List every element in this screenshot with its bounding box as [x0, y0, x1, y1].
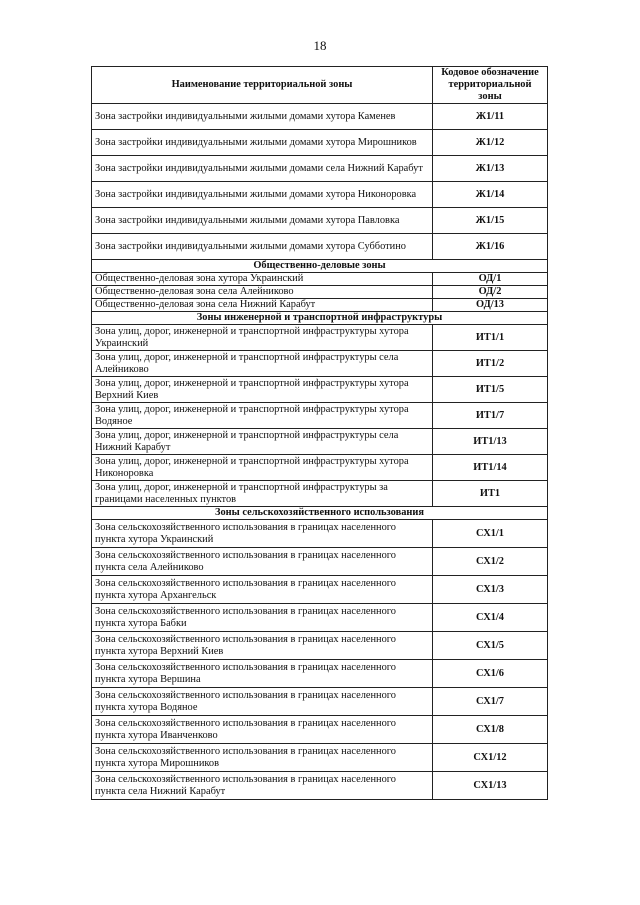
section-title: Общественно-деловые зоны	[92, 260, 548, 273]
table-row	[92, 744, 548, 772]
zone-code-cell: Ж1/16	[433, 234, 548, 260]
zone-code-cell: ИТ1/14	[433, 455, 548, 481]
page-number: 18	[313, 38, 327, 53]
zone-code-cell: ИТ1	[433, 481, 548, 507]
zone-name-cell: Зона улиц, дорог, инженерной и транспортной инфраструктуры села Нижний Карабут	[92, 429, 433, 455]
zone-name-cell: Зона застройки индивидуальными жилыми домами хутора Субботино	[92, 234, 433, 260]
zone-code-cell: ОД/1	[433, 273, 548, 286]
table-row	[92, 325, 548, 351]
table-row	[92, 403, 548, 429]
zone-name-cell: Общественно-деловая зона хутора Украинский	[92, 273, 433, 286]
table-row	[92, 772, 548, 800]
zone-code-cell: Ж1/13	[433, 156, 548, 182]
zone-name-cell: Зона сельскохозяйственного использования в границах населенного пункта села Алейниково	[92, 548, 433, 576]
table-row	[92, 688, 548, 716]
zone-name-cell: Зона застройки индивидуальными жилыми домами хутора Никоноровка	[92, 182, 433, 208]
table-row	[92, 576, 548, 604]
zone-name-cell: Зона сельскохозяйственного использования в границах населенного пункта хутора Мирошников	[92, 744, 433, 772]
section-row	[92, 260, 548, 273]
table-body	[92, 104, 548, 800]
zone-code-cell: СХ1/13	[433, 772, 548, 800]
table-row	[92, 429, 548, 455]
table-row	[92, 130, 548, 156]
table-row	[92, 104, 548, 130]
zone-code-cell: Ж1/15	[433, 208, 548, 234]
zone-name-cell: Зона сельскохозяйственного использования в границах населенного пункта хутора Архангельск	[92, 576, 433, 604]
zone-name-cell: Зона застройки индивидуальными жилыми домами хутора Павловка	[92, 208, 433, 234]
zone-code-cell: ИТ1/7	[433, 403, 548, 429]
zone-name-cell: Зона улиц, дорог, инженерной и транспортной инфраструктуры хутора Никоноровка	[92, 455, 433, 481]
zone-code-cell: СХ1/7	[433, 688, 548, 716]
territorial-zones-table	[91, 66, 548, 800]
table-row	[92, 273, 548, 286]
zone-name-cell: Общественно-деловая зона села Нижний Карабут	[92, 299, 433, 312]
zone-code-cell: Ж1/11	[433, 104, 548, 130]
zone-name-cell: Зона улиц, дорог, инженерной и транспортной инфраструктуры за границами населенных пунктов	[92, 481, 433, 507]
zone-name-cell: Зона улиц, дорог, инженерной и транспортной инфраструктуры хутора Украинский	[92, 325, 433, 351]
table-row	[92, 548, 548, 576]
table-row	[92, 481, 548, 507]
zone-name-cell: Зона застройки индивидуальными жилыми домами хутора Каменев	[92, 104, 433, 130]
zone-code-cell: СХ1/6	[433, 660, 548, 688]
table-row	[92, 660, 548, 688]
table-header-row	[92, 67, 548, 104]
zone-code-cell: СХ1/2	[433, 548, 548, 576]
zone-name-cell: Зона сельскохозяйственного использования в границах населенного пункта хутора Вершина	[92, 660, 433, 688]
zone-code-cell: ИТ1/13	[433, 429, 548, 455]
zone-name-cell: Зона улиц, дорог, инженерной и транспортной инфраструктуры хутора Водяное	[92, 403, 433, 429]
zone-name-cell: Зона сельскохозяйственного использования в границах населенного пункта хутора Бабки	[92, 604, 433, 632]
table-row	[92, 208, 548, 234]
zone-name-cell: Зона сельскохозяйственного использования в границах населенного пункта хутора Водяное	[92, 688, 433, 716]
zone-code-cell: ИТ1/5	[433, 377, 548, 403]
zone-code-cell: ОД/13	[433, 299, 548, 312]
table-row	[92, 455, 548, 481]
table-row	[92, 377, 548, 403]
table-row	[92, 234, 548, 260]
table-row	[92, 156, 548, 182]
table-row	[92, 632, 548, 660]
section-row	[92, 507, 548, 520]
header-zone-code: Кодовое обозначение территориальной зоны	[433, 67, 548, 104]
zone-code-cell: СХ1/3	[433, 576, 548, 604]
zone-code-cell: СХ1/4	[433, 604, 548, 632]
zone-code-cell: Ж1/12	[433, 130, 548, 156]
header-zone-name: Наименование территориальной зоны	[92, 67, 433, 104]
section-title: Зоны сельскохозяйственного использования	[92, 507, 548, 520]
zone-code-cell: СХ1/8	[433, 716, 548, 744]
zone-code-cell: ИТ1/2	[433, 351, 548, 377]
zone-code-cell: ОД/2	[433, 286, 548, 299]
section-row	[92, 312, 548, 325]
zone-code-cell: ИТ1/1	[433, 325, 548, 351]
table-row	[92, 299, 548, 312]
zone-name-cell: Зона застройки индивидуальными жилыми домами села Нижний Карабут	[92, 156, 433, 182]
zone-name-cell: Зона улиц, дорог, инженерной и транспортной инфраструктуры села Алейниково	[92, 351, 433, 377]
zone-name-cell: Зона сельскохозяйственного использования в границах населенного пункта села Нижний Карабут	[92, 772, 433, 800]
zone-code-cell: СХ1/12	[433, 744, 548, 772]
zone-name-cell: Зона улиц, дорог, инженерной и транспортной инфраструктуры хутора Верхний Киев	[92, 377, 433, 403]
zone-name-cell: Зона сельскохозяйственного использования в границах населенного пункта хутора Украинский	[92, 520, 433, 548]
zone-code-cell: Ж1/14	[433, 182, 548, 208]
zone-code-cell: СХ1/1	[433, 520, 548, 548]
zone-code-cell: СХ1/5	[433, 632, 548, 660]
table-row	[92, 351, 548, 377]
zone-name-cell: Зона застройки индивидуальными жилыми домами хутора Мирошников	[92, 130, 433, 156]
zone-name-cell: Общественно-деловая зона села Алейниково	[92, 286, 433, 299]
zone-name-cell: Зона сельскохозяйственного использования в границах населенного пункта хутора Верхний Киев	[92, 632, 433, 660]
table-row	[92, 520, 548, 548]
zone-name-cell: Зона сельскохозяйственного использования в границах населенного пункта хутора Иванченково	[92, 716, 433, 744]
section-title: Зоны инженерной и транспортной инфраструктуры	[92, 312, 548, 325]
table-row	[92, 604, 548, 632]
table-row	[92, 182, 548, 208]
table-row	[92, 286, 548, 299]
table-row	[92, 716, 548, 744]
